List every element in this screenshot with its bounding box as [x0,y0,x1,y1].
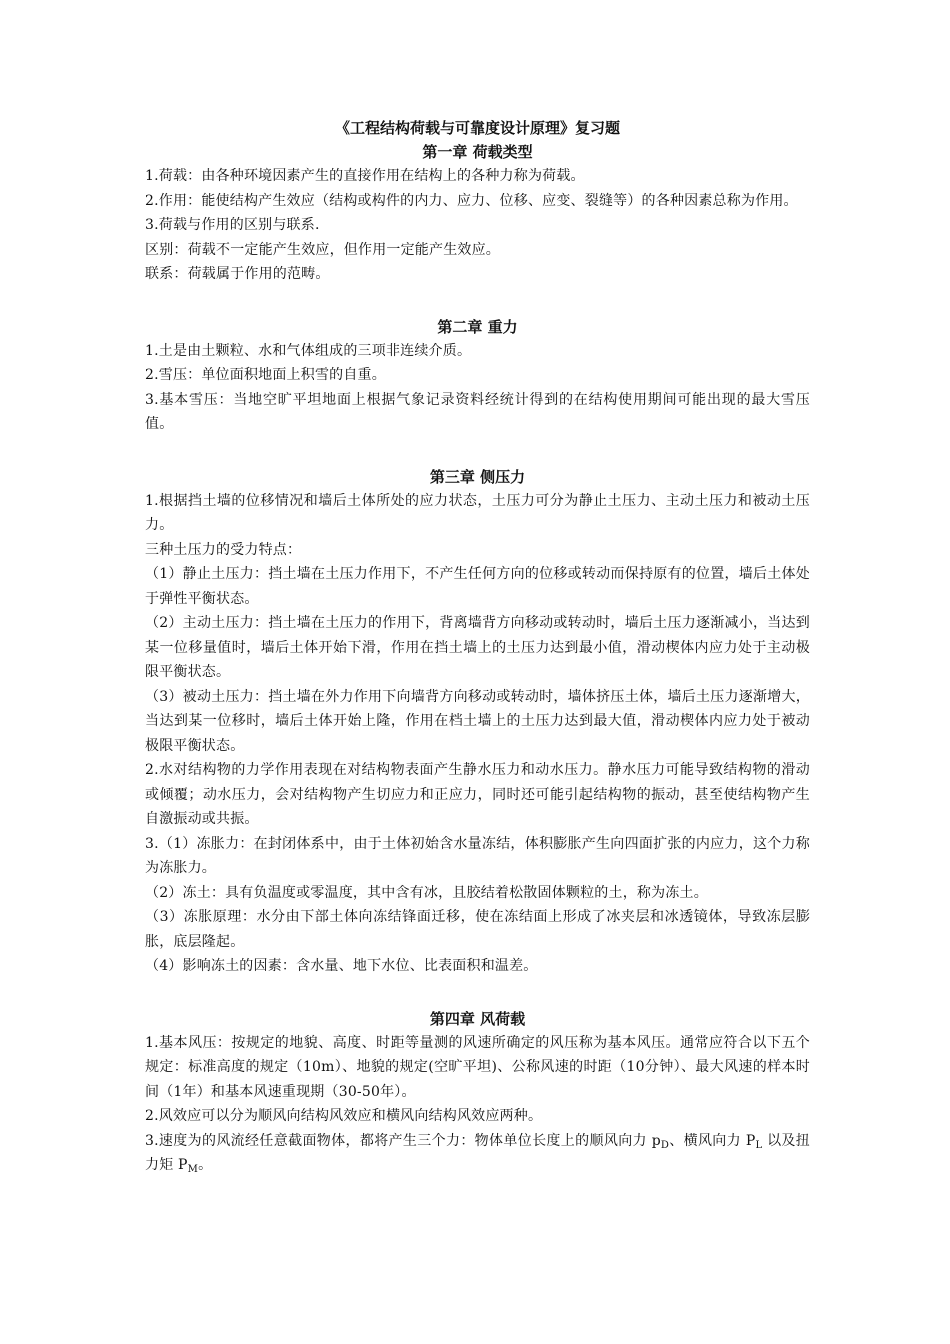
paragraph: 1.基本风压：按规定的地貌、高度、时距等量测的风速所确定的风压称为基本风压。通常应符合以下五个规定：标准高度的规定（10m）、地貌的规定(空旷平坦)、公称风速的时距（10分钟）、最大风速的样本时间（1年）和基本风速重现期（30-50年）。 [145,1034,810,1100]
paragraph: 1.荷载：由各种环境因素产生的直接作用在结构上的各种力称为荷载。 [145,168,585,184]
paragraph: 区别：荷载不一定能产生效应，但作用一定能产生效应。 [145,241,500,258]
paragraph: 2.水对结构物的力学作用表现在对结构物表面产生静水压力和动水压力。静水压力可能导致结构物的滑动或倾覆；动水压力，会对结构物产生切应力和正应力，同时还可能引起结构物的振动，甚至使结构物产生自激振动或共振。 [145,762,810,827]
paragraph: 1.土是由土颗粒、水和气体组成的三项非连续介质。 [145,342,472,359]
paragraph: 2.作用：能使结构产生效应（结构或构件的内力、应力、位移、应变、裂缝等）的各种因素总称为作用。 [145,192,798,209]
paragraph: 三种土压力的受力特点： [145,541,302,558]
document-title: 《工程结构荷载与可靠度设计原理》复习题 [334,119,620,137]
paragraph: （1）静止土压力：挡土墙在土压力作用下，不产生任何方向的位移或转动而保持原有的位置，墙后土体处于弹性平衡状态。 [145,566,810,607]
paragraph-with-subscripts [145,1129,810,1178]
paragraph: （4）影响冻土的因素：含水量、地下水位、比表面积和温差。 [145,958,538,974]
chapter-2-heading: 第二章 重力 [437,317,518,336]
text-segment: 、横风向力 P [669,1132,756,1149]
paragraph: 1.根据挡土墙的位移情况和墙后土体所处的应力状态，土压力可分为静止土压力、主动土压力和被动土压力。 [145,492,810,533]
text-segment: 。 [198,1157,213,1173]
paragraph: 3.（1）冻胀力：在封闭体系中，由于土体初始含水量冻结，体积膨胀产生向四面扩张的内应力，这个力称为冻胀力。 [145,835,810,876]
paragraph: （2）冻土：具有负温度或零温度，其中含有冰，且胶结着松散固体颗粒的土，称为冻土。 [145,884,708,901]
paragraph: 2.雪压：单位面积地面上积雪的自重。 [145,367,386,383]
subscript: M [187,1164,199,1175]
paragraph: 联系：荷载属于作用的范畴。 [145,266,330,282]
text-segment: 3.速度为的风流经任意截面物体，都将产生三个力：物体单位长度上的顺风向力 p [145,1132,661,1149]
paragraph: 3.基本雪压：当地空旷平坦地面上根据气象记录资料经统计得到的在结构使用期间可能出现的最大雪压值。 [145,391,810,432]
chapter-1-heading: 第一章 荷载类型 [422,143,533,161]
paragraph: （3）被动土压力：挡土墙在外力作用下向墙背方向移动或转动时，墙体挤压土体，墙后土压力逐渐增大，当达到某一位移时，墙后土体开始上隆，作用在档土墙上的土压力达到最大值，滑动楔体内应力处于被动极限平衡状态。 [145,688,810,754]
paragraph: 2.风效应可以分为顺风向结构风效应和横风向结构风效应两种。 [145,1108,543,1124]
paragraph: 3.荷载与作用的区别与联系. [145,217,320,233]
chapter-4-heading: 第四章 风荷载 [429,1009,526,1028]
text-segment: 以及扭力矩 P [145,1132,810,1173]
paragraph: （3）冻胀原理：水分由下部土体向冻结锋面迁移，使在冻结面上形成了冰夹层和冰透镜体，导致冻层膨胀，底层隆起。 [145,909,810,950]
paragraph: （2）主动土压力：挡土墙在土压力的作用下，背离墙背方向移动或转动时，墙后土压力逐渐减小，当达到某一位移量值时，墙后土体开始下滑，作用在挡土墙上的土压力达到最小值，滑动楔体内应力处于主动极限平衡状态。 [145,615,810,680]
subscript: D [660,1139,670,1151]
subscript: L [755,1139,763,1151]
document-page [145,116,810,1178]
chapter-3-heading: 第三章 侧压力 [429,467,526,486]
